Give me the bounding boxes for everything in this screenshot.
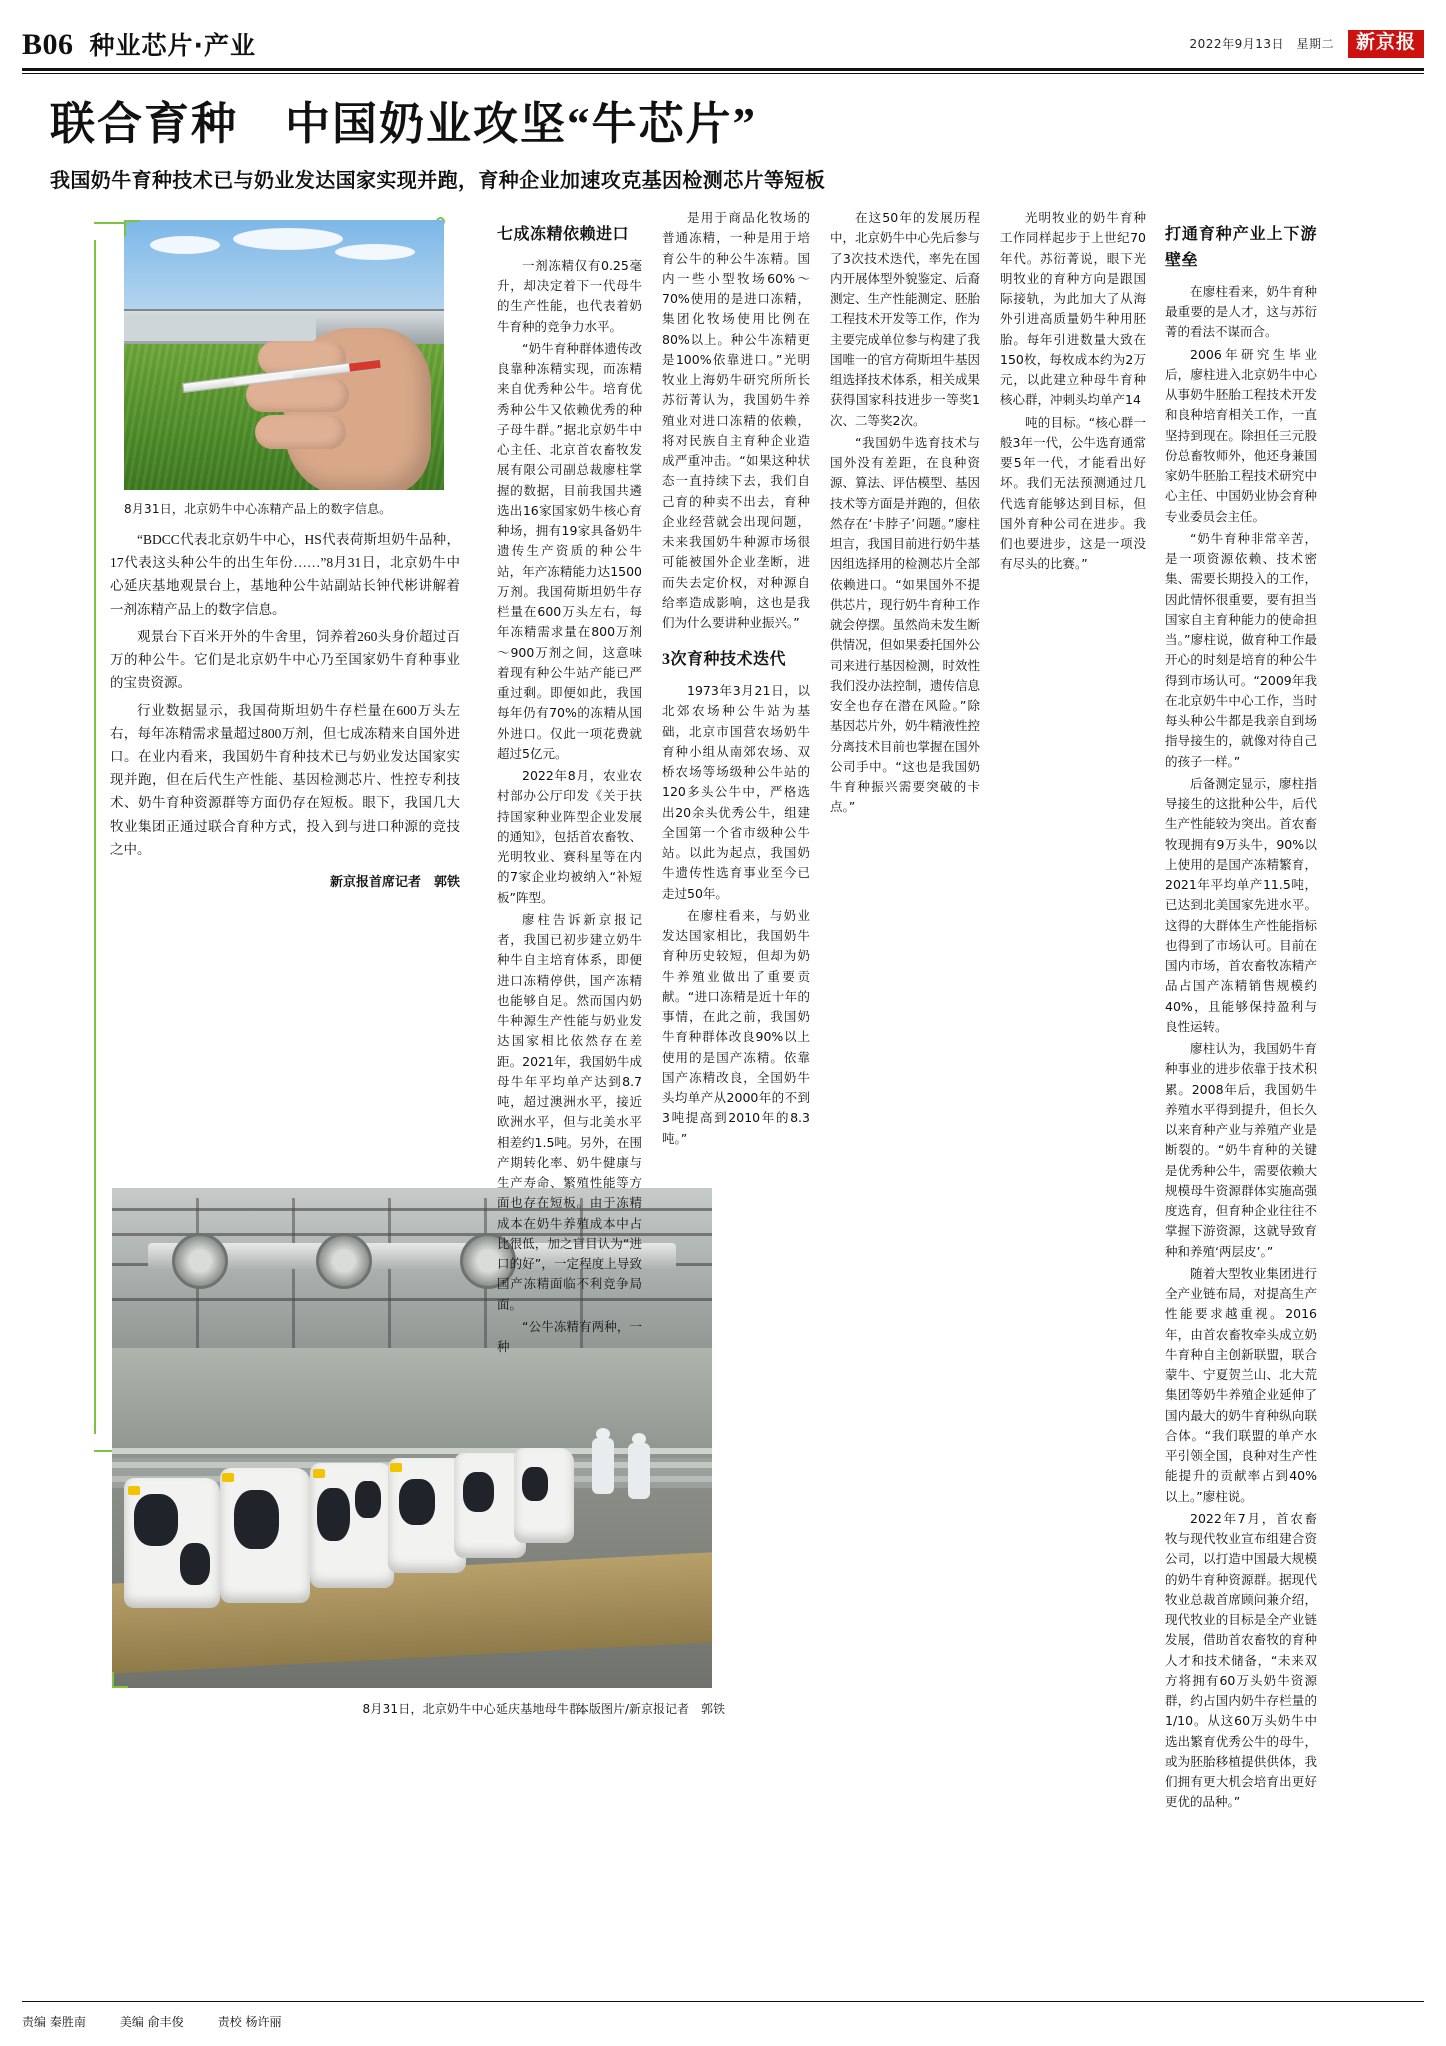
column-5 bbox=[1000, 208, 1146, 577]
section-title: 种业芯片·产业 bbox=[89, 31, 257, 60]
photo-caption-bottom: 8月31日，北京奶牛中心延庆基地母牛群。 bbox=[362, 1702, 594, 1716]
photo-caption-top: 8月31日，北京奶牛中心冻精产品上的数字信息。 bbox=[124, 502, 392, 516]
footer-art-editor: 美编 俞丰俊 bbox=[119, 2015, 184, 2029]
paragraph: 光明牧业的奶牛育种工作同样起步于上世纪70年代。苏衍菁说，眼下光明牧业的育种方向是跟国际接轨，为此加大了从海外引进高质量奶牛种用胚胎。每年引进数量大致在150枚，每枚成本约为2万元，以此建立种母牛育种核心群，冲刺头均单产14 bbox=[1000, 210, 1146, 408]
paragraph: 吨的目标。“核心群一般3年一代，公牛选育通常要5年一代，才能看出好坏。我们无法预测通过几代选育能够达到目标，但国外育种公司在进步。我们也要进步，这是一项没有尽头的比赛。” bbox=[1000, 414, 1146, 572]
column-4 bbox=[830, 208, 980, 820]
paragraph: 是用于商品化牧场的普通冻精，一种是用于培育公牛的种公牛冻精。国内一些小型牧场60%～70%使用的是进口冻精，集团化牧场使用比例在80%以上。种公牛冻精更是100%依靠进口。”光明牧业上海奶牛研究所所长苏衍菁认为，我国奶牛养殖业对进口冻精的依赖，将对民族自主育种企业造成严重冲击。“如果这种状态一直持续下去，我们自己育的种卖不出去，育种企业经营就会出现问题，未来我国奶牛种源市场很可能被国外企业垄断，进而失去定价权，对种源自给率造成影响，这也是我们为什么要讲种业振兴。” bbox=[662, 210, 810, 630]
masthead-left bbox=[22, 26, 256, 62]
paragraph: 2006年研究生毕业后，廖柱进入北京奶牛中心从事奶牛胚胎工程技术开发和良种培育相关工作，一直坚持到现在。除担任三元股份总畜牧师外，他还身兼国家奶牛胚胎工程技术研究中心主任、中国奶业协会育种专业委员会主任。 bbox=[1165, 346, 1317, 524]
paragraph: 在廖柱看来，奶牛育种最重要的是人才，这与苏衍菁的看法不谋而合。 bbox=[1165, 283, 1317, 340]
footer-editor: 责编 秦胜南 bbox=[22, 2015, 86, 2029]
paragraph: 在廖柱看来，与奶业发达国家相比，我国奶牛育种历史较短，但却为奶牛养殖业做出了重要贡献。“进口冻精是近十年的事情，在此之前，我国奶牛育种群体改良90%以上使用的是国产冻精。依靠国产冻精改良，全国奶牛头均单产从2000年的不到3吨提高到2010年的8.3吨。” bbox=[662, 907, 810, 1146]
lead-paragraphs bbox=[110, 528, 460, 893]
hand bbox=[284, 328, 431, 490]
footer-credits bbox=[22, 2013, 1424, 2030]
cow bbox=[124, 1478, 220, 1608]
headline-block bbox=[50, 96, 1396, 193]
masthead bbox=[22, 18, 1424, 70]
page-subtitle: 我国奶牛育种技术已与奶业发达国家实现并跑，育种企业加速攻克基因检测芯片等短板 bbox=[50, 170, 826, 193]
lead-p3: 行业数据显示，我国荷斯坦奶牛存栏量在600万头左右，每年冻精需求量超过800万剂，但七成冻精来自国外进口。在业内看来，我国奶牛育种技术已与奶业发达国家实现并跑，但在后代生产性能、基因检测芯片、性控专利技术、奶牛育种资源群等方面仍存在短板。眼下，我国几大牧业集团正通过联合育种方式，投入到与进口种源的竞技之中。 bbox=[110, 702, 460, 857]
paragraph: 在这50年的发展历程中，北京奶牛中心先后参与了3次技术迭代，率先在国内开展体型外貌鉴定、后裔测定、生产性能测定、胚胎工程技术开发等工作，作为主要完成单位参与构建了我国唯一的官方荷斯坦牛基因组选择技术体系，相关成果获得国家科技进步一等奖1次、二等奖2次。 bbox=[830, 210, 981, 428]
page-title: 联合育种 中国奶业攻坚“牛芯片” bbox=[50, 99, 758, 149]
paragraph: “公牛冻精有两种，一种 bbox=[497, 1318, 642, 1355]
header-divider bbox=[22, 68, 1424, 71]
paragraph: “我国奶牛选育技术与国外没有差距，在良种资源、算法、评估模型、基因技术等方面是并跑的，但依然存在‘卡脖子’问题。”廖柱坦言，我国目前进行奶牛基因组选择用的检测芯片全部依赖进口。“如果国外不提供芯片，现行奶牛育种工作就会停摆。虽然尚未发生断供情况，但如果委托国外公司来进行基因检测，时效性我们没办法控制，遗传信息安全也存在潜在风险。”除基因芯片外，奶牛精液性控分离技术目前也掌握在国外公司手中。“这也是我国奶牛育种振兴需要突破的卡点。” bbox=[830, 434, 981, 815]
lead-p1: “BDCC代表北京奶牛中心，HS代表荷斯坦奶牛品种，17代表这头种公牛的出生年份……”8月31日，北京奶牛中心延庆基地观景台上，基地种公牛站副站长钟代彬讲解着一剂冻精产品上的数字信息。 bbox=[110, 532, 460, 617]
paragraph: 2022年7月，首农畜牧与现代牧业宣布组建合资公司，以打造中国最大规模的奶牛育种资源群。据现代牧业总裁首席顾问兼介绍，现代牧业的目标是全产业链发展，借助首农畜牧的育种人才和技术储备，“未来双方将拥有60万头奶牛资源群，约占国内奶牛存栏量的1/10。从这60万头奶牛中选出繁育优秀公牛的母牛，或为胚胎移植提供供体，我们拥有更大机会培育出更好更优的品种。” bbox=[1165, 1510, 1317, 1810]
farm-worker bbox=[628, 1443, 650, 1499]
masthead-right bbox=[1190, 30, 1424, 58]
paper-logo: 新京报 bbox=[1348, 30, 1424, 58]
paragraph: 一剂冻精仅有0.25毫升，却决定着下一代母牛的生产性能，也代表着奶牛育种的竞争力水平。 bbox=[497, 257, 642, 334]
section-heading-1: 七成冻精依赖进口 bbox=[497, 226, 630, 243]
cow bbox=[220, 1468, 310, 1603]
article-byline: 新京报首席记者 郭铁 bbox=[329, 874, 460, 890]
section-heading-2: 3次育种技术迭代 bbox=[662, 651, 787, 669]
section-heading-3: 打通育种产业上下游壁垒 bbox=[1165, 226, 1317, 269]
ventilation-fan bbox=[316, 1233, 372, 1289]
paragraph: 后备测定显示，廖柱指导接生的这批种公牛，后代生产性能较为突出。首农畜牧现拥有9万头牛，90%以上使用的是国产冻精繁育，2021年平均单产11.5吨，已达到北美国家先进水平。这得的大群体生产性能指标也得到了市场认可。目前在国内市场，首农畜牧冻精产品占国产冻精销售规模约40%，且能够保持盈利与良性运转。 bbox=[1165, 775, 1317, 1034]
paragraph: 1973年3月21日，以北郊农场种公牛站为基础，北京市国营农场奶牛育种小组从南郊农场、双桥农场等场级种公牛站的120多头公牛中，严格选出20余头优秀公牛，组建全国第一个省市级种公牛站。以此为起点，我国奶牛遗传性选育事业至今已走过50年。 bbox=[662, 683, 810, 901]
column-6 bbox=[1165, 208, 1317, 1815]
cow bbox=[514, 1448, 574, 1543]
photo-semen-straw bbox=[124, 220, 444, 490]
paragraph: “奶牛育种群体遗传改良靠种冻精实现，而冻精来自优秀种公牛。培育优秀种公牛又依赖优秀的种子母牛群。”据北京奶牛中心主任、北京首农畜牧发展有限公司副总裁廖柱掌握的数据，目前我国共遴选出16家国家奶牛核心育种场，拥有19家具备奶牛遗传生产资质的种公牛站，年产冻精能力达1500万剂。我国荷斯坦奶牛存栏量在600万头左右，每年冻精需求量在800万剂～900万剂之间，这意味着现有种公牛站产能已严重过剩。即便如此，我国每年仍有70%的冻精从国外进口。仅此一项花费就超过5亿元。 bbox=[497, 340, 642, 761]
lead-p2: 观景台下百米开外的牛舍里，饲养着260头身价超过百万的种公牛。它们是北京奶牛中心乃至国家奶牛育种事业的宝贵资源。 bbox=[110, 628, 460, 691]
farm-worker bbox=[592, 1438, 614, 1494]
issue-date: 2022年9月13日 星期二 bbox=[1189, 37, 1334, 52]
column-2 bbox=[497, 208, 642, 1359]
paragraph: 廖柱认为，我国奶牛育种事业的进步依靠于技术积累。2008年后，我国奶牛养殖水平得到提升，但长久以来育种产业与养殖产业是断裂的。“奶牛育种的关键是优秀种公牛，需要依赖大规模母牛资源群体实施高强度选育，但育种企业往往不掌握下游资源，这就导致育种和养殖‘两层皮’。” bbox=[1165, 1041, 1317, 1259]
photo-credit: 本版图片/新京报记者 郭铁 bbox=[576, 1702, 725, 1716]
cow bbox=[310, 1463, 394, 1588]
paragraph: 廖柱告诉新京报记者，我国已初步建立奶牛种牛自主培育体系，即便进口冻精停供，国产冻精也能够自足。然而国内奶牛种源生产性能与奶业发达国家相比依然存在差距。2021年，我国奶牛成母牛年平均单产达到8.7吨，超过澳洲水平，接近欧洲水平，但与北美水平相差约1.5吨。另外，在围产期转化率、奶牛健康与生产寿命、繁殖性能等方面也存在短板。由于冻精成本在奶牛养殖成本中占比很低，加之盲目认为“进口的好”，一定程度上导致国产冻精面临不利竞争局面。 bbox=[497, 911, 642, 1312]
paragraph: “奶牛育种非常辛苦，是一项资源依赖、技术密集、需要长期投入的工作，因此情怀很重要，要有担当国家自主育种能力的使命担当。”廖柱说，做育种工作最开心的时刻是培育的种公牛得到市场认可。“2009年我在北京奶牛中心工作，当时每头种公牛都是我亲自到场指导接生的，就像对待自己的孩子一样。” bbox=[1165, 530, 1317, 769]
footer-proofreader: 责校 杨许丽 bbox=[217, 2015, 282, 2029]
page-number: B06 bbox=[22, 28, 74, 61]
article-body bbox=[50, 208, 1396, 1984]
paragraph: 随着大型牧业集团进行全产业链布局，对提高生产性能要求越重视。2016年，由首农畜牧牵头成立奶牛育种自主创新联盟，联合蒙牛、宁夏贺兰山、北大荒集团等奶牛养殖企业延伸了国内最大的奶牛育种纵向联合体。“我们联盟的单产水平引领全国，良种对生产性能提升的贡献率占到40%以上。”廖柱说。 bbox=[1165, 1265, 1317, 1504]
footer-divider bbox=[22, 2001, 1424, 2002]
paragraph: 2022年8月，农业农村部办公厅印发《关于扶持国家种业阵型企业发展的通知》，包括首农畜牧、光明牧业、赛科星等在内的7家企业均被纳入“补短板”阵型。 bbox=[497, 768, 642, 905]
ventilation-fan bbox=[172, 1233, 228, 1289]
column-3 bbox=[662, 208, 810, 1151]
